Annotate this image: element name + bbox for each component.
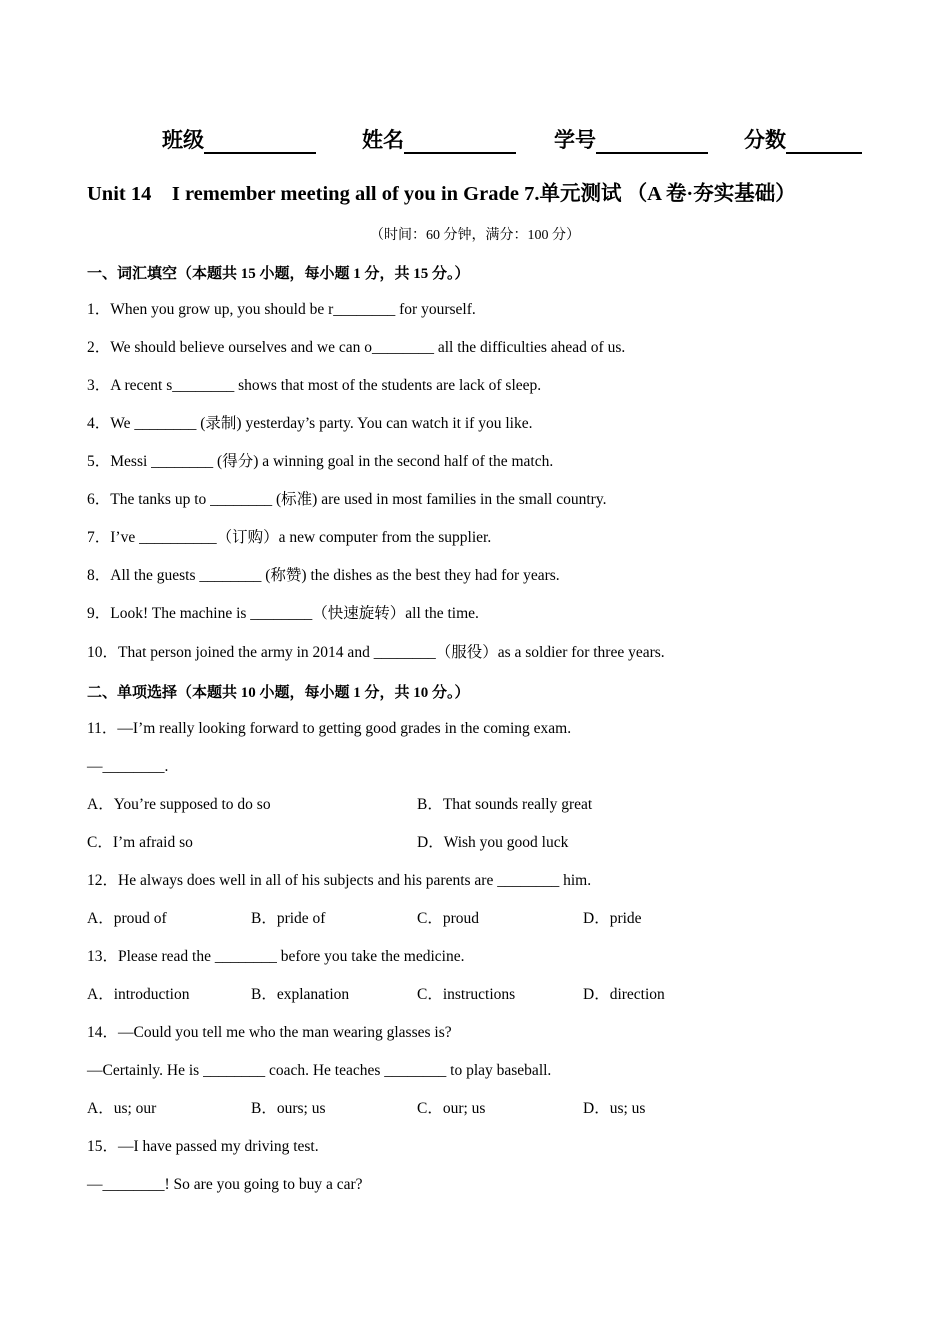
question-11: 11．—I’m really looking forward to getting good grades in the coming exam. [87, 720, 572, 737]
score-label: 分数 [744, 128, 786, 152]
section-heading-multiple-choice: 二、单项选择（本题共 10 小题，每小题 1 分，共 10 分。） [87, 685, 470, 701]
question-1: 1．When you grow up, you should be r________ for yourself. [87, 301, 476, 318]
question-2: 2．We should believe ourselves and we can o________ all the difficulties ahead of us. [87, 339, 626, 356]
class-field [162, 124, 316, 154]
question-3: 3．A recent s________ shows that most of the students are lack of sleep. [87, 377, 542, 394]
name-blank [404, 128, 516, 154]
question-11-option-b: B．That sounds really great [417, 796, 593, 813]
question-11-option-a: A．You’re supposed to do so [87, 796, 271, 813]
section-heading-vocabulary: 一、词汇填空（本题共 15 小题，每小题 1 分，共 15 分。） [87, 266, 470, 282]
question-14-option-a: A．us; our [87, 1100, 157, 1117]
question-6: 6．The tanks up to ________ (标准) are used in most families in the small country. [87, 491, 607, 508]
question-13-option-d: D．direction [583, 986, 665, 1003]
question-14-option-d: D．us; us [583, 1100, 646, 1117]
class-label: 班级 [162, 128, 204, 152]
question-15-response: —________! So are you going to buy a car? [87, 1176, 363, 1193]
question-5: 5．Messi ________ (得分) a winning goal in the second half of the match. [87, 453, 554, 470]
question-12-option-b: B．pride of [251, 910, 326, 927]
score-field [744, 124, 862, 154]
question-14: 14．—Could you tell me who the man wearing glasses is? [87, 1024, 452, 1041]
student-number-field [554, 124, 708, 154]
student-info-fields [162, 124, 882, 158]
question-11-response: —________. [87, 758, 169, 775]
question-11-option-d: D．Wish you good luck [417, 834, 569, 851]
page-title: Unit 14 I remember meeting all of you in Grade 7.单元测试 （A 卷·夯实基础） [87, 183, 796, 205]
question-15: 15．—I have passed my driving test. [87, 1138, 319, 1155]
question-14-option-b: B．ours; us [251, 1100, 326, 1117]
question-12: 12．He always does well in all of his subjects and his parents are ________ him. [87, 872, 592, 889]
question-14-response: —Certainly. He is ________ coach. He teaches ________ to play baseball. [87, 1062, 552, 1079]
question-12-option-a: A．proud of [87, 910, 167, 927]
question-11-option-c: C．I’m afraid so [87, 834, 193, 851]
question-13-option-a: A．introduction [87, 986, 190, 1003]
question-10: 10．That person joined the army in 2014 and ________（服役）as a soldier for three years. [87, 644, 665, 661]
student-number-blank [596, 128, 708, 154]
question-12-option-d: D．pride [583, 910, 642, 927]
question-13-option-b: B．explanation [251, 986, 350, 1003]
name-field [362, 124, 516, 154]
name-label: 姓名 [362, 128, 404, 152]
score-blank [786, 128, 862, 154]
exam-info: （时间：60 分钟，满分：100 分） [370, 228, 580, 243]
class-blank [204, 128, 316, 154]
question-14-option-c: C．our; us [417, 1100, 486, 1117]
question-9: 9．Look! The machine is ________（快速旋转）all the time. [87, 605, 479, 622]
question-8: 8．All the guests ________ (称赞) the dishes as the best they had for years. [87, 567, 560, 584]
question-12-option-c: C．proud [417, 910, 480, 927]
question-4: 4．We ________ (录制) yesterday’s party. You can watch it if you like. [87, 415, 533, 432]
question-13-option-c: C．instructions [417, 986, 516, 1003]
question-13: 13．Please read the ________ before you take the medicine. [87, 948, 465, 965]
student-number-label: 学号 [554, 128, 596, 152]
question-7: 7．I’ve __________（订购）a new computer from the supplier. [87, 529, 492, 546]
